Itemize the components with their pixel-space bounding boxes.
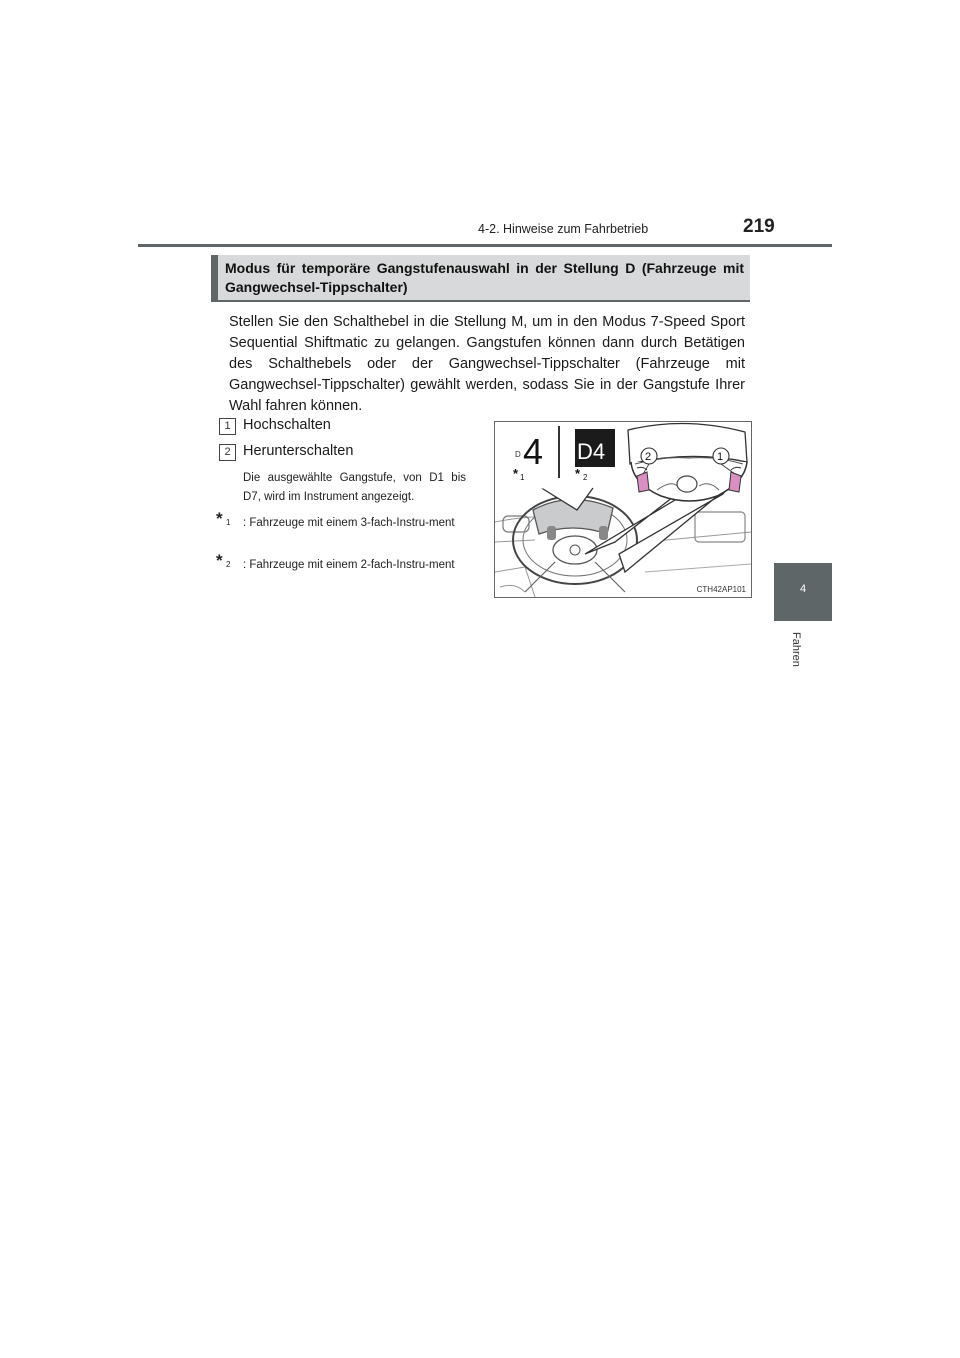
section-heading: [211, 255, 750, 300]
paddle-callout-1: 1: [717, 451, 724, 463]
footnote-mark: *: [216, 509, 223, 528]
section-heading-bar: [211, 255, 218, 300]
display-d4: D4: [577, 439, 606, 464]
callout-number: 1: [219, 418, 236, 435]
footnote-1: [216, 509, 466, 531]
chapter-number: 4: [799, 583, 807, 595]
dashboard-drawing: [495, 422, 751, 597]
display-gear-number: 4: [523, 431, 544, 472]
footnote-marker-2-sub: 2: [583, 473, 588, 482]
footnote-marker-2: *: [575, 466, 581, 481]
header-section-title: 4-2. Hinweise zum Fahrbetrieb: [478, 222, 649, 236]
callout-label: Herunterschalten: [243, 443, 354, 459]
footnote-2: [216, 551, 466, 573]
shift-paddle-illustration: [494, 421, 752, 598]
footnote-text: : Fahrzeuge mit einem 2-fach-Instru-ment: [243, 559, 455, 571]
chapter-label-text: Fahren: [790, 632, 802, 667]
paddle-callout-2: 2: [645, 451, 652, 463]
section-rule: [211, 300, 750, 302]
footnote-marker-1-sub: 1: [520, 473, 525, 482]
page-number: 219: [743, 216, 775, 237]
footnote-sup: 1: [226, 518, 231, 527]
footnote-text: : Fahrzeuge mit einem 3-fach-Instru-ment: [243, 517, 455, 529]
section-title: Modus für temporäre Gangstufenauswahl in der Stellung D (Fahrzeuge mit Gangwechsel-Tippschalter): [225, 260, 744, 295]
chapter-tab[interactable]: [774, 563, 832, 621]
chapter-label: [790, 632, 804, 680]
footnote-sup: 2: [226, 560, 231, 569]
display-small-d: D: [515, 450, 521, 459]
footnote-marker-1: *: [513, 466, 519, 481]
footnote-mark: *: [216, 551, 223, 570]
callout-label: Hochschalten: [243, 417, 331, 433]
gear-display-note: Die ausgewählte Gangstufe, von D1 bis D7, wird im Instrument angezeigt.: [243, 472, 466, 503]
illustration-code: CTH42AP101: [696, 585, 746, 594]
callout-number: 2: [219, 444, 236, 461]
upshift-paddle: [729, 472, 741, 492]
downshift-paddle: [637, 472, 649, 492]
body-paragraph: Stellen Sie den Schalthebel in die Stellung M, um in den Modus 7-Speed Sport Sequential Shiftmatic zu gelangen. Gangstufen können dann durch Betätigen des Schalthebels oder der Gangwechsel-Tippschalter (Fahrzeuge mit Gangwechsel-Tippschalter) gewählt werden, sodass Sie in der Gangstufe Ihrer Wahl fahren können.: [229, 314, 745, 414]
header-rule: [138, 244, 832, 247]
